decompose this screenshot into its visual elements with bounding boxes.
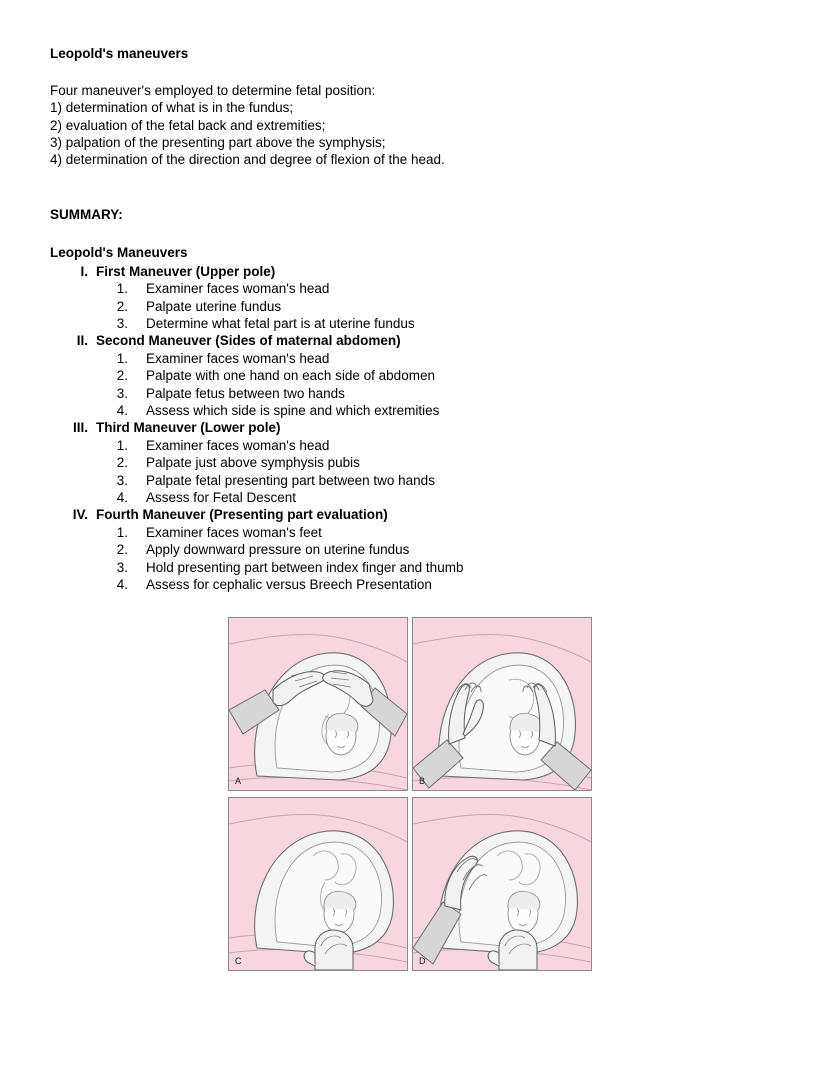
step-number: 1. xyxy=(116,437,128,453)
maneuver-title xyxy=(50,506,780,523)
summary-spacer xyxy=(50,223,780,245)
step-text: Palpate uterine fundus xyxy=(146,298,282,314)
maneuver-step xyxy=(50,385,780,402)
figure-label-b: B xyxy=(419,776,426,786)
step-text: Assess for cephalic versus Breech Presentation xyxy=(146,577,432,593)
maneuver-step xyxy=(50,576,780,593)
maneuver-step xyxy=(50,315,780,332)
step-number: 4. xyxy=(116,577,128,593)
intro-item-3: 3) palpation of the presenting part above the symphysis; xyxy=(50,135,386,151)
illustration-second-maneuver xyxy=(413,618,591,790)
step-number: 4. xyxy=(116,490,128,506)
step-number: 3. xyxy=(116,472,128,488)
step-number: 3. xyxy=(116,315,128,331)
step-text: Examiner faces woman's feet xyxy=(146,524,322,540)
maneuver-numeral: I. xyxy=(80,263,88,279)
figure-label-a: A xyxy=(235,776,242,786)
step-text: Palpate fetal presenting part between two hands xyxy=(146,472,435,488)
figure-label-c: C xyxy=(235,956,242,966)
figure-grid xyxy=(228,617,600,977)
maneuver-numeral: IV. xyxy=(72,507,88,523)
maneuver-title xyxy=(50,332,780,349)
maneuver-step xyxy=(50,350,780,367)
illustration-first-maneuver xyxy=(229,618,407,790)
step-number: 1. xyxy=(116,524,128,540)
maneuver-title xyxy=(50,419,780,436)
maneuver-step xyxy=(50,437,780,454)
maneuver-step xyxy=(50,559,780,576)
maneuver-section xyxy=(50,419,780,506)
intro-item-2: 2) evaluation of the fetal back and extremities; xyxy=(50,117,326,133)
intro-lead: Four maneuver's employed to determine fetal position: xyxy=(50,83,376,99)
maneuver-label: First Maneuver (Upper pole) xyxy=(96,263,276,279)
step-text: Examiner faces woman's head xyxy=(146,437,330,453)
maneuver-step xyxy=(50,472,780,489)
maneuver-step xyxy=(50,367,780,384)
step-text: Palpate with one hand on each side of abdomen xyxy=(146,368,435,384)
step-number: 2. xyxy=(116,542,128,558)
step-number: 2. xyxy=(116,455,128,471)
summary-heading: SUMMARY: xyxy=(50,206,123,222)
figure-row-top xyxy=(228,617,600,791)
step-text: Palpate fetus between two hands xyxy=(146,385,345,401)
maneuver-title xyxy=(50,263,780,280)
step-text: Hold presenting part between index finger and thumb xyxy=(146,559,464,575)
intro-item-1: 1) determination of what is in the fundus; xyxy=(50,100,294,116)
step-text: Palpate just above symphysis pubis xyxy=(146,455,360,471)
maneuver-step xyxy=(50,280,780,297)
step-number: 1. xyxy=(116,350,128,366)
figure-row-bottom xyxy=(228,797,600,971)
list-heading: Leopold's Maneuvers xyxy=(50,244,188,260)
step-text: Determine what fetal part is at uterine fundus xyxy=(146,315,415,331)
step-text: Assess for Fetal Descent xyxy=(146,490,297,506)
page-title: Leopold's maneuvers xyxy=(50,46,189,61)
step-text: Examiner faces woman's head xyxy=(146,281,330,297)
illustration-fourth-maneuver xyxy=(413,798,591,970)
illustration-third-maneuver xyxy=(229,798,407,970)
maneuver-label: Third Maneuver (Lower pole) xyxy=(96,420,281,436)
maneuver-step xyxy=(50,524,780,541)
section-spacer xyxy=(50,169,780,207)
step-text: Examiner faces woman's head xyxy=(146,350,330,366)
step-number: 3. xyxy=(116,385,128,401)
maneuver-section xyxy=(50,332,780,419)
step-text: Assess which side is spine and which extremities xyxy=(146,402,440,418)
step-number: 1. xyxy=(116,281,128,297)
maneuver-numeral: III. xyxy=(72,420,88,436)
maneuver-step xyxy=(50,454,780,471)
document-body xyxy=(50,46,780,593)
step-number: 4. xyxy=(116,402,128,418)
maneuver-numeral: II. xyxy=(76,333,88,349)
figure-panel-b xyxy=(412,617,592,791)
maneuver-label: Second Maneuver (Sides of maternal abdomen) xyxy=(96,333,401,349)
maneuver-step xyxy=(50,489,780,506)
maneuver-label: Fourth Maneuver (Presenting part evaluation) xyxy=(96,507,388,523)
maneuver-section xyxy=(50,263,780,333)
figure-panel-d xyxy=(412,797,592,971)
step-number: 2. xyxy=(116,298,128,314)
maneuver-step xyxy=(50,402,780,419)
step-text: Apply downward pressure on uterine fundus xyxy=(146,542,410,558)
maneuver-step xyxy=(50,298,780,315)
maneuver-section xyxy=(50,506,780,593)
step-number: 3. xyxy=(116,559,128,575)
figure-panel-c xyxy=(228,797,408,971)
intro-item-4: 4) determination of the direction and degree of flexion of the head. xyxy=(50,152,445,168)
maneuver-step xyxy=(50,541,780,558)
figure-label-d: D xyxy=(419,956,426,966)
figure-panel-a xyxy=(228,617,408,791)
step-number: 2. xyxy=(116,368,128,384)
